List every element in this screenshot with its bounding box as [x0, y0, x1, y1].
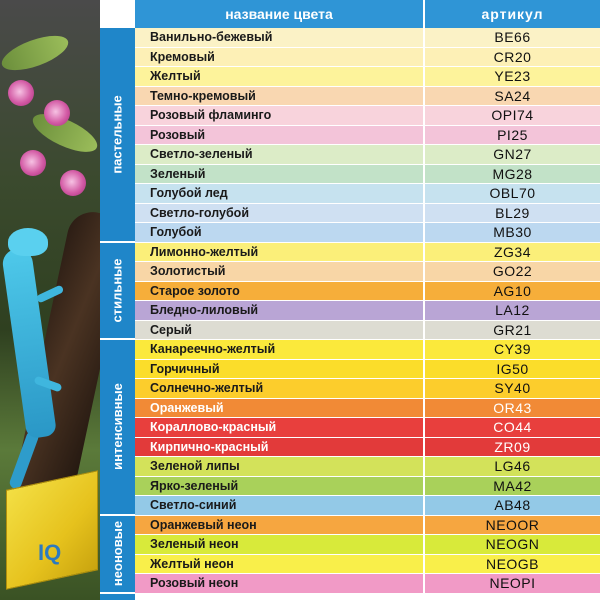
table-row — [135, 243, 600, 263]
article-code: NEOGN — [485, 536, 540, 553]
table-row — [135, 145, 600, 165]
color-name: Серый — [135, 321, 425, 340]
table-row — [135, 28, 600, 48]
article-code: CR20 — [493, 48, 532, 65]
article-code: YE23 — [494, 68, 531, 85]
table-row — [135, 438, 600, 458]
table-row — [135, 126, 600, 146]
table-header — [135, 0, 600, 28]
color-name: Светло-зеленый — [135, 145, 425, 164]
article-code: NEOOR — [485, 516, 540, 533]
color-name: Оранжевый неон — [135, 516, 425, 535]
color-name: Розовый — [135, 126, 425, 145]
color-name: Светло-синий — [135, 496, 425, 515]
color-name: Кирпично-красный — [135, 438, 425, 457]
color-name: Голубой — [135, 223, 425, 242]
article-code: ZG34 — [493, 243, 531, 260]
color-name: Солнечно-желтый — [135, 379, 425, 398]
table-row — [135, 379, 600, 399]
article-code: SA24 — [494, 87, 531, 104]
color-name: Голубой лед — [135, 184, 425, 203]
article-code: AG10 — [493, 282, 532, 299]
color-name: Желтый неон — [135, 555, 425, 574]
table-row — [135, 184, 600, 204]
orchid-flower — [20, 150, 46, 176]
table-row — [135, 106, 600, 126]
article-code: LG46 — [494, 458, 531, 475]
table-row — [135, 399, 600, 419]
color-name: Розовый неон — [135, 574, 425, 593]
article-code: OR43 — [493, 399, 532, 416]
article-code: MG28 — [492, 165, 533, 182]
table-row — [135, 301, 600, 321]
orchid-flower — [8, 80, 34, 106]
category-text: пастельные — [110, 95, 125, 174]
article-code: CY39 — [493, 341, 532, 358]
color-name: Розовый фламинго — [135, 106, 425, 125]
category-text: интенсивные — [110, 383, 126, 471]
color-name: Зеленый — [135, 165, 425, 184]
table-row — [135, 496, 600, 516]
article-code: IG50 — [496, 360, 529, 377]
article-code: PI25 — [497, 126, 528, 143]
color-name: Зеленый неон — [135, 535, 425, 554]
category-label — [100, 243, 135, 341]
table-row — [135, 340, 600, 360]
color-name: Темно-кремовый — [135, 87, 425, 106]
table-row — [135, 516, 600, 536]
table-row — [135, 418, 600, 438]
color-name: Бледно-лиловый — [135, 301, 425, 320]
color-name: Ярко-зеленый — [135, 477, 425, 496]
paper-box — [6, 470, 98, 590]
category-text: стильные — [110, 258, 125, 323]
article-code: GR21 — [493, 321, 532, 338]
article-code: AB48 — [494, 497, 531, 514]
box-logo: IQ — [38, 540, 62, 565]
table-row — [135, 321, 600, 341]
color-name: Светло-голубой — [135, 204, 425, 223]
article-code: CO44 — [493, 419, 532, 436]
table-row — [135, 165, 600, 185]
table-row — [135, 67, 600, 87]
table-row — [135, 223, 600, 243]
table-row — [135, 535, 600, 555]
category-label — [100, 28, 135, 243]
header-article: артикул — [481, 6, 544, 22]
article-code: BE66 — [494, 29, 531, 46]
article-code: OPI74 — [491, 107, 534, 124]
category-strip — [100, 28, 135, 600]
article-code: SY40 — [494, 380, 531, 397]
article-code: GN27 — [493, 146, 532, 163]
lizard-photo — [0, 0, 100, 600]
category-text: неоновые — [110, 520, 126, 587]
color-name: Старое золото — [135, 282, 425, 301]
article-code: OBL70 — [489, 185, 536, 202]
article-code: MB30 — [493, 224, 532, 241]
header-color-name: название цвета — [135, 0, 425, 28]
leaf-shape — [0, 29, 72, 77]
color-name: Канареечно-желтый — [135, 340, 425, 359]
table-row — [135, 574, 600, 594]
color-name: Зеленой липы — [135, 457, 425, 476]
color-name: Ванильно-бежевый — [135, 28, 425, 47]
lizard-head — [8, 228, 48, 256]
color-name: Желтый — [135, 67, 425, 86]
color-name: Кораллово-красный — [135, 418, 425, 437]
article-code: LA12 — [495, 302, 530, 319]
orchid-flower — [44, 100, 70, 126]
article-code: MA42 — [493, 477, 532, 494]
category-label — [100, 340, 135, 516]
table-row — [135, 282, 600, 302]
table-row — [135, 48, 600, 68]
color-name: Золотистый — [135, 262, 425, 281]
table-row — [135, 87, 600, 107]
color-name: Оранжевый — [135, 399, 425, 418]
table-row — [135, 555, 600, 575]
color-name: Горчичный — [135, 360, 425, 379]
category-label — [100, 516, 135, 594]
color-table — [135, 28, 600, 594]
color-name: Кремовый — [135, 48, 425, 67]
table-row — [135, 360, 600, 380]
table-row — [135, 204, 600, 224]
article-code: BL29 — [495, 204, 530, 221]
table-row — [135, 262, 600, 282]
color-name: Лимонно-желтый — [135, 243, 425, 262]
article-code: NEOPI — [489, 575, 536, 592]
header-corner — [100, 0, 135, 28]
article-code: NEOGB — [485, 555, 540, 572]
table-row — [135, 477, 600, 497]
article-code: GO22 — [492, 263, 533, 280]
article-code: ZR09 — [494, 438, 531, 455]
table-row — [135, 457, 600, 477]
orchid-flower — [60, 170, 86, 196]
